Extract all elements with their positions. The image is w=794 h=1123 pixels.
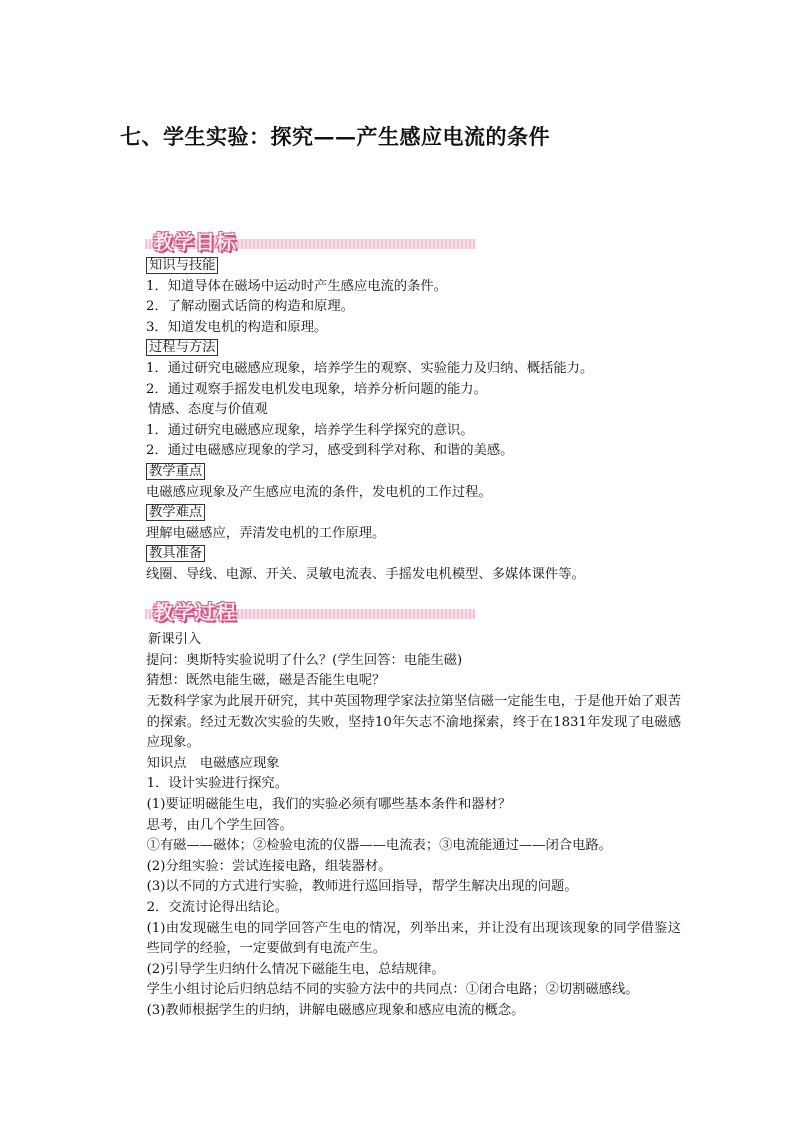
goal-item: 1．通过研究电磁感应现象，培养学生的观察、实验能力及归纳、概括能力。 <box>146 360 594 376</box>
goal-item: 3．知道发电机的构造和原理。 <box>146 319 328 335</box>
key-points-text: 电磁感应现象及产生感应电流的条件，发电机的工作过程。 <box>146 484 492 500</box>
heading-process: 过程与方法 <box>146 339 218 356</box>
section-banner-process <box>145 594 477 628</box>
knowledge-point-heading: 知识点 电磁感应现象 <box>146 755 280 771</box>
step-item: (1)要证明磁能生电，我们的实验必须有哪些基本条件和器材？ <box>146 796 512 812</box>
goal-item: 2．了解动圈式话筒的构造和原理。 <box>146 299 354 315</box>
goal-item: 1．通过研究电磁感应现象，培养学生科学探究的意识。 <box>146 422 474 438</box>
history-paragraph: 无数科学家为此展开研究，其中英国物理学家法拉第坚信磁一定能生电，于是他开始了艰苦的探索。经过无数次实验的失败，坚持10年矢志不渝地探索，终于在1831年发现了电磁感应现象。 <box>146 694 681 751</box>
step-item: 思考，由几个学生回答。 <box>146 817 293 833</box>
banner-label: 教学目标 <box>153 230 237 254</box>
guess-line: 猜想：既然电能生磁，磁是否能生电呢？ <box>146 673 386 689</box>
goal-item: 2．通过观察手摇发电机发电现象，培养分析问题的能力。 <box>146 381 487 397</box>
heading-tools: 教具准备 <box>146 545 205 562</box>
banner-label: 教学过程 <box>153 600 237 624</box>
process-section <box>146 630 681 692</box>
section-banner-goals <box>145 224 477 258</box>
tools-text: 线圈、导线、电源、开关、灵敏电流表、手摇发电机模型、多媒体课件等。 <box>146 566 585 582</box>
heading-key-points: 教学重点 <box>146 463 205 480</box>
step-item: (3)以不同的方式进行实验，教师进行巡回指导，帮学生解决出现的问题。 <box>146 879 578 895</box>
page-title: 七、学生实验：探究——产生感应电流的条件 <box>120 124 550 149</box>
step-item: 学生小组讨论后归纳总结不同的实验方法中的共同点：①闭合电路；②切割磁感线。 <box>146 982 639 998</box>
question-line: 提问：奥斯特实验说明了什么？(学生回答：电能生磁) <box>146 652 463 668</box>
step-item: (3)教师根据学生的归纳，讲解电磁感应现象和感应电流的概念。 <box>146 1002 525 1018</box>
step-item: (2)引导学生归纳什么情况下磁能生电，总结规律。 <box>146 961 445 977</box>
step-item: (1)由发现磁生电的同学回答产生电的情况，列举出来，并让没有出现该现象的同学借鉴这些同学的经验，一定要做到有电流产生。 <box>146 920 681 957</box>
difficulties-text: 理解电磁感应，弄清发电机的工作原理。 <box>146 525 386 541</box>
heading-emotion: 情感、态度与价值观 <box>148 402 268 418</box>
intro-heading: 新课引入 <box>148 632 202 647</box>
step-heading: 1．设计实验进行探究。 <box>146 776 289 792</box>
step-heading: 2．交流讨论得出结论。 <box>146 899 289 915</box>
heading-difficulties: 教学难点 <box>146 504 205 521</box>
step-item: (2)分组实验：尝试连接电路，组装器材。 <box>146 858 392 874</box>
step-item: ①有磁——磁体；②检验电流的仪器——电流表；③电流能通过——闭合电路。 <box>146 838 612 854</box>
goal-item: 1．知道导体在磁场中运动时产生感应电流的条件。 <box>146 278 447 294</box>
heading-knowledge: 知识与技能 <box>146 257 218 274</box>
process-body <box>120 692 681 1022</box>
goal-item: 2．通过电磁感应现象的学习，感受到科学对称、和谐的美感。 <box>146 443 514 459</box>
goals-section <box>146 256 681 586</box>
